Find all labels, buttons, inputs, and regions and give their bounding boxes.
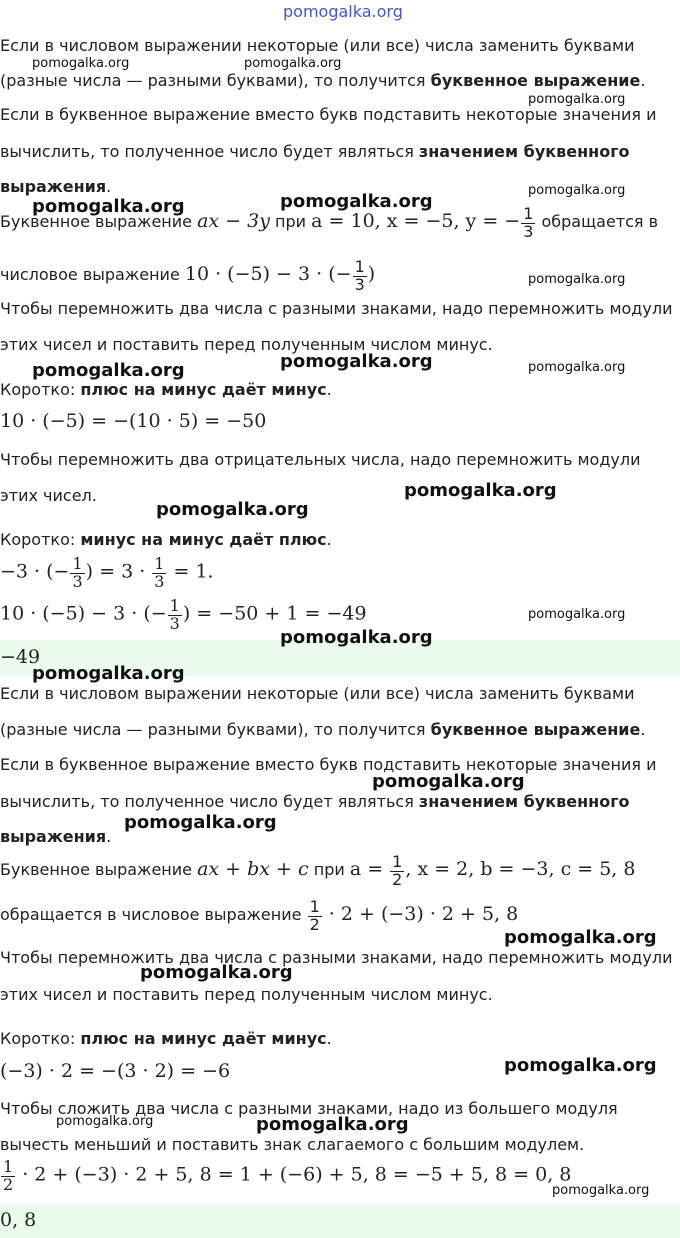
definition-paragraph-2c-2: выражения. (0, 827, 112, 846)
calc-line-5: $\frac{1}{2}$ · 2 + (−3) · 2 + 5, 8 = 1 + (−6) + 5, 8 = −5 + 5, 8 = 0, 8 (3, 1157, 572, 1194)
watermark: pomogalka.org (56, 1114, 154, 1129)
watermark: pomogalka.org (528, 92, 626, 107)
rule-short-2: Коротко: минус на минус даёт плюс. (0, 530, 332, 549)
watermark: pomogalka.org (156, 499, 309, 520)
math-expression: ax − 3y (197, 209, 270, 232)
answer-box-2 (0, 1204, 680, 1238)
calc-line-3: 10 · (−5) − 3 · (− $\frac{1}{3}$ ) = −50 + 1 = −49 (0, 596, 367, 633)
rule-multiply-negatives-b: этих чисел. (0, 486, 97, 505)
watermark: pomogalka.org (32, 360, 185, 381)
term-letter-expression: буквенное выражение (430, 71, 641, 90)
watermark: pomogalka.org (404, 480, 557, 501)
watermark: pomogalka.org (244, 56, 342, 71)
numeric-expression-line: числовое выражение 10 · (−5) − 3 · (− $\frac{1}{3}$ ) (0, 257, 376, 294)
rule-add-diff-signs-b: вычесть меньший и поставить знак слагаемого с большим модулем. (0, 1135, 585, 1154)
calc-line-4: (−3) · 2 = −(3 · 2) = −6 (0, 1060, 231, 1082)
watermark: pomogalka.org (528, 183, 626, 198)
definition-paragraph-2c: выражения. (0, 177, 112, 196)
watermark: pomogalka.org (528, 272, 626, 287)
answer-value-2: 0, 8 (0, 1209, 37, 1231)
rule-multiply-diff-signs-b: этих чисел и поставить перед полученным числом минус. (0, 335, 493, 354)
watermark: pomogalka.org (504, 927, 657, 948)
definition-paragraph-1a-2: Если в числовом выражении некоторые (или все) числа заменить буквами (0, 684, 635, 703)
rule-multiply-diff-signs-b-2: этих чисел и поставить перед полученным числом минус. (0, 985, 493, 1004)
rule-multiply-diff-signs-a-2: Чтобы перемножить два числа с разными знаками, надо перемножить модули (0, 948, 673, 967)
watermark: pomogalka.org (280, 191, 433, 212)
rule-short-3: Коротко: плюс на минус даёт минус. (0, 1029, 332, 1048)
watermark: pomogalka.org (256, 1114, 409, 1135)
rule-add-diff-signs-a: Чтобы сложить два числа с разными знаками, надо из большего модуля (0, 1099, 618, 1118)
definition-paragraph-1a: Если в числовом выражении некоторые (или все) числа заменить буквами (0, 36, 635, 55)
watermark: pomogalka.org (372, 771, 525, 792)
watermark: pomogalka.org (528, 607, 626, 622)
rule-multiply-diff-signs-a: Чтобы перемножить два числа с разными знаками, надо перемножить модули (0, 299, 673, 318)
rule-short-1: Коротко: плюс на минус даёт минус. (0, 380, 332, 399)
fraction-one-half: $\frac{1}{2}$ (392, 852, 403, 889)
expression-statement-2: Буквенное выражение ax + bx + c при a = $\frac{1}{2}$ , x = 2, b = −3, c = 5, 8 (0, 852, 636, 889)
term-value: значением буквенного (418, 142, 630, 161)
definition-paragraph-2a-2: Если в буквенное выражение вместо букв подставить некоторые значения и (0, 755, 657, 774)
definition-paragraph-2b-2: вычислить, то полученное число будет являться значением буквенного (0, 792, 630, 811)
watermark: pomogalka.org (32, 196, 185, 217)
watermark: pomogalka.org (528, 360, 626, 375)
definition-paragraph-1b-2: (разные числа — разными буквами), то получится буквенное выражение. (0, 720, 646, 739)
watermark: pomogalka.org (32, 663, 185, 684)
numeric-expression-line-2: обращается в числовое выражение $\frac{1}{2}$ · 2 + (−3) · 2 + 5, 8 (0, 897, 519, 934)
watermark: pomogalka.org (280, 351, 433, 372)
answer-value: −49 (0, 646, 41, 668)
calc-line-2: −3 · (− $\frac{1}{3}$ ) = 3 · $\frac{1}{3}$ = 1. (0, 554, 214, 591)
watermark: pomogalka.org (32, 56, 130, 71)
fraction-one-third: $\frac{1}{3}$ (523, 204, 534, 241)
math-expression-2: ax + bx + c (197, 857, 309, 880)
rule-multiply-negatives-a: Чтобы перемножить два отрицательных числа, надо перемножить модули (0, 450, 641, 469)
watermark: pomogalka.org (504, 1055, 657, 1076)
expression-statement: Буквенное выражение ax − 3y при a = 10, x = −5, y = − $\frac{1}{3}$ обращается в (0, 204, 659, 241)
calc-line-1: 10 · (−5) = −(10 · 5) = −50 (0, 410, 267, 432)
watermark: pomogalka.org (124, 812, 277, 833)
watermark: pomogalka.org (140, 962, 293, 983)
watermark: pomogalka.org (552, 1183, 650, 1198)
definition-paragraph-1b: (разные числа — разными буквами), то получится буквенное выражение. (0, 71, 646, 90)
definition-paragraph-2a: Если в буквенное выражение вместо букв подставить некоторые значения и (0, 105, 657, 124)
definition-paragraph-2b: вычислить, то полученное число будет являться значением буквенного (0, 142, 630, 161)
watermark: pomogalka.org (280, 627, 433, 648)
watermark-top: pomogalka.org (283, 2, 403, 21)
math-values: a = 10, x = −5, y = − (311, 209, 521, 232)
